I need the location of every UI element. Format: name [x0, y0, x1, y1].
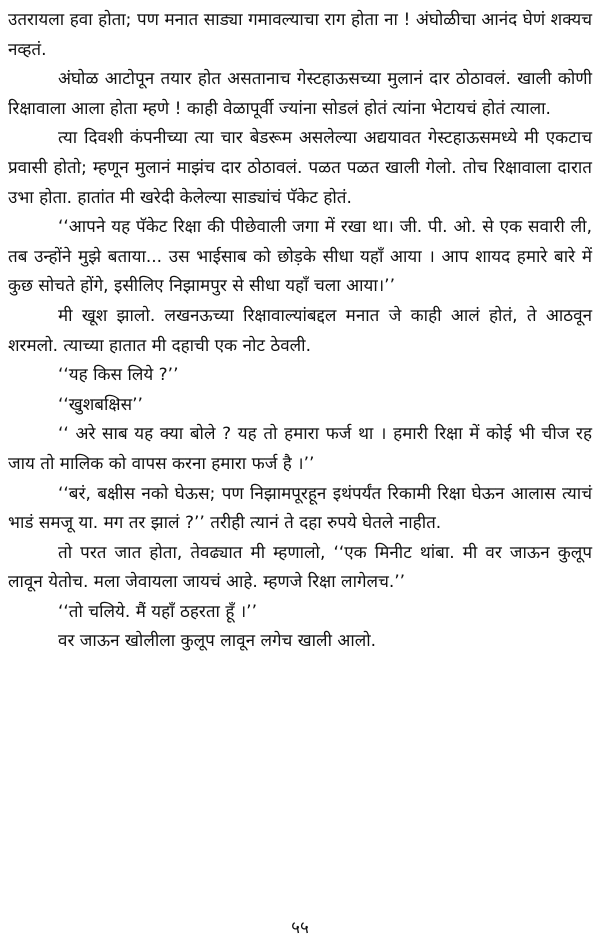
- dialogue-paragraph: ‘‘बरं, बक्षीस नको घेऊस; पण निझामपूरहून इथंपर्यंत रिकामी रिक्षा घेऊन आलास त्याचं भाडं समजू या. मग तर झालं ?’’ तरीही त्यानं ते दहा रुपये घेतले नाहीत.: [8, 483, 592, 534]
- paragraph-continued: उतरायला हवा होता; पण मनात साड्या गमावल्याचा राग होता ना ! अंघोळीचा आनंद घेणं शक्यच नव्हतं.: [8, 10, 592, 60]
- dialogue-paragraph: ‘‘खुशबक्षिस’’: [58, 394, 143, 415]
- paragraph: त्या दिवशी कंपनीच्या त्या चार बेडरूम असलेल्या अद्ययावत गेस्टहाऊसमध्ये मी एकटाच प्रवासी होतो; म्हणून मुलानं माझंच दार ठोठावलं. पळत पळत खाली गेलो. तोच रिक्षावाला दारात उभा होता. हातांत मी खरेदी केलेल्या साड्यांचं पॅकेट होतं.: [8, 128, 592, 208]
- paragraph: मी खूश झालो. लखनऊच्या रिक्षावाल्यांबद्दल मनात जे काही आलं होतं, ते आठवून शरमलो. त्याच्या हातात मी दहाची एक नोट ठेवली.: [8, 305, 592, 356]
- paragraph: तो परत जात होता, तेवढ्यात मी म्हणालो, ‘‘एक मिनीट थांबा. मी वर जाऊन कुलूप लावून येतोच. मला जेवायला जायचं आहे. म्हणजे रिक्षा लागेलच.’’: [8, 542, 592, 593]
- paragraph: अंघोळ आटोपून तयार होत असतानाच गेस्टहाऊसच्या मुलानं दार ठोठावलं. खाली कोणी रिक्षावाला आला होता म्हणे ! काही वेळापूर्वी ज्यांना सोडलं होतं त्यांना भेटायचं होतं त्याला.: [8, 69, 592, 119]
- dialogue-paragraph: ‘‘ अरे साब यह क्या बोले ? यह तो हमारा फर्ज था । हमारी रिक्षा में कोई भी चीज रह जाय तो मालिक को वापस करना हमारा फर्ज है ।’’: [8, 424, 592, 474]
- paragraph: वर जाऊन खोलीला कुलूप लावून लगेच खाली आलो.: [58, 631, 377, 652]
- dialogue-paragraph: ‘‘आपने यह पॅकेट रिक्षा की पीछेवाली जगा में रखा था। जी. पी. ओ. से एक सवारी ली, तब उन्होंने मुझे बताया... उस भाईसाब को छोड़के सीधा यहाँ आया । आप शायद हमारे बारे में कुछ सोचते होंगे, इसीलिए निझामपुर से सीधा यहाँ चला आया।’’: [8, 217, 592, 297]
- dialogue-paragraph: ‘‘तो चलिये. मैं यहाँ ठहरता हूँ ।’’: [58, 601, 257, 622]
- page-body-text: [8, 6, 592, 657]
- page-number: ५५: [291, 918, 309, 938]
- dialogue-paragraph: ‘‘यह किस लिये ?’’: [58, 365, 179, 386]
